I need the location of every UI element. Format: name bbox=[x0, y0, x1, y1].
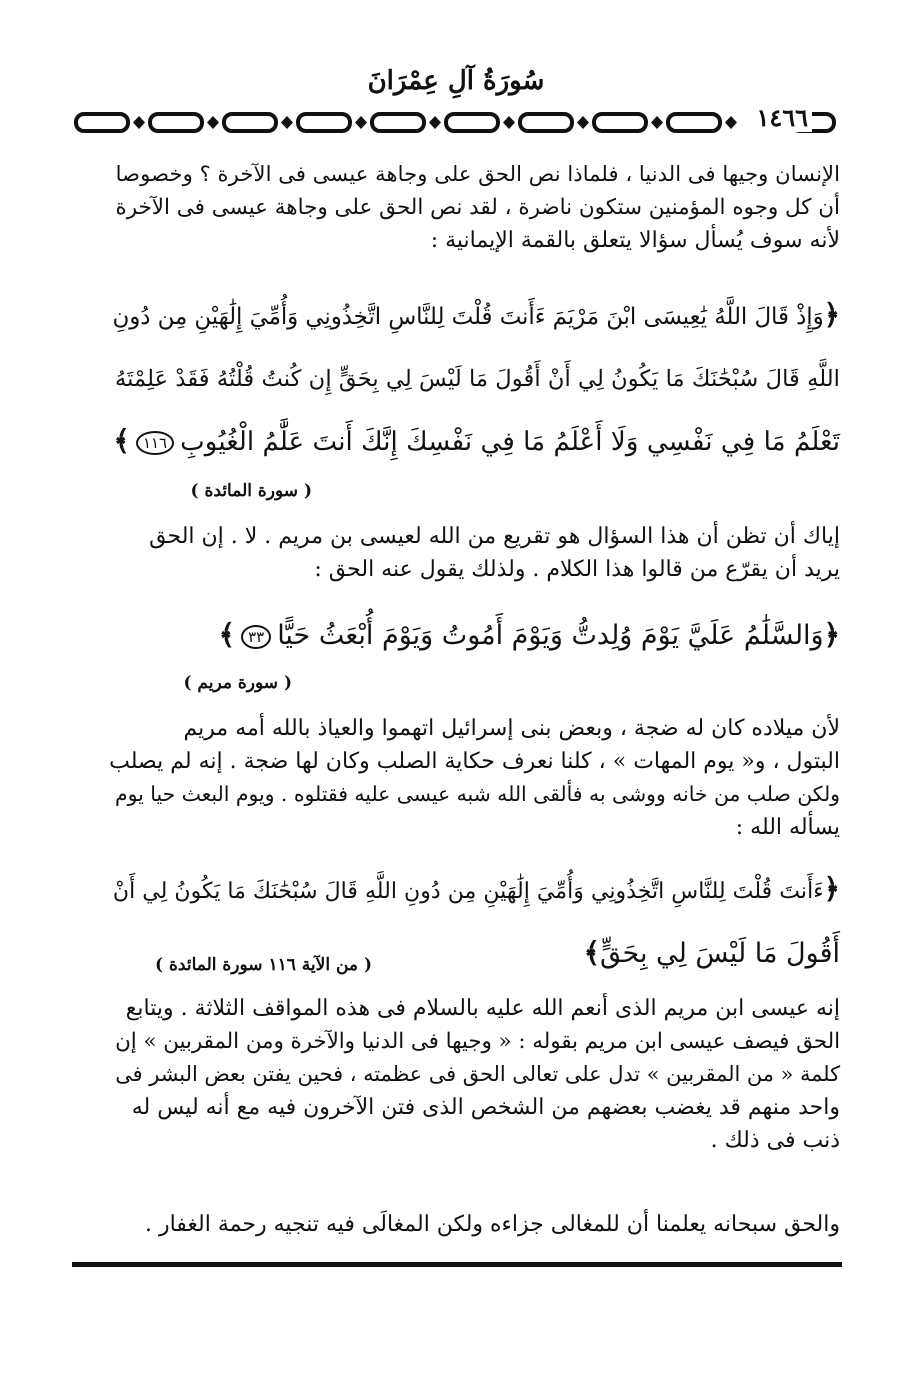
verse-close-bracket: ﴾ bbox=[218, 618, 236, 651]
text-line: أن كل وجوه المؤمنين ستكون ناضرة ، لقد نص الحق على وجاهة عيسى فى الآخرة bbox=[115, 195, 840, 220]
bottom-rule bbox=[72, 1262, 842, 1267]
verse-text: وَالسَّلَٰمُ عَلَيَّ يَوْمَ وُلِدتُّ وَيَوْمَ أَمُوتُ وَيَوْمَ أُبْعَثُ حَيًّا bbox=[277, 620, 824, 651]
text-line: ذنب فى ذلك . bbox=[710, 1128, 840, 1153]
text-line: إنه عيسى ابن مريم الذى أنعم الله عليه بالسلام فى هذه المواقف الثلاثة . ويتابع bbox=[125, 996, 840, 1021]
verse-reference: ( سورة مريم ) bbox=[183, 673, 292, 693]
text-line: واحد منهم قد يغضب بعضهم من الشخص الذى فتن الآخرون فيه مع أنه ليس له bbox=[131, 1095, 840, 1120]
text-line: ولكن صلب من خانه ووشى به فألقى الله شبه عيسى عليه فقتلوه . ويوم البعث حيا يوم bbox=[115, 782, 840, 806]
quran-verse-2 bbox=[100, 604, 840, 667]
verse-text: أَقُولَ مَا لَيْسَ لِي بِحَقٍّ bbox=[600, 938, 840, 969]
paragraph-4 bbox=[100, 992, 840, 1157]
paragraph-5 bbox=[100, 1208, 840, 1241]
paragraph-3 bbox=[100, 712, 840, 844]
paragraph-2 bbox=[100, 520, 840, 586]
page-number: ١٤٦٦ bbox=[752, 103, 812, 132]
header-ornament-band bbox=[70, 104, 840, 140]
text-line: كلمة « من المقربين » تدل على تعالى الحق فى عظمته ، فحين يفتن بعض البشر فى bbox=[115, 1062, 840, 1086]
verse-line bbox=[100, 858, 840, 922]
verse-line: اللَّهِ قَالَ سُبْحَٰنَكَ مَا يَكُونُ لِي أَنْ أَقُولَ مَا لَيْسَ لِي بِحَقٍّ إِن كُنتُ قُلْتُهُ فَقَدْ عَلِمْتَهُ bbox=[114, 366, 840, 392]
verse-line bbox=[100, 604, 840, 667]
verse-line bbox=[100, 410, 840, 473]
text-line: لأن ميلاده كان له ضجة ، وبعض بنى إسرائيل اتهموا والعياذ بالله أمه مريم bbox=[183, 716, 840, 741]
text-line: يسأله الله : bbox=[735, 815, 840, 840]
verse-open-bracket: ﴿ bbox=[823, 298, 840, 331]
ayah-number-marker: ٣٣ bbox=[241, 625, 271, 649]
surah-title: سُورَةُ آلِ عِمْرَانَ bbox=[367, 66, 545, 96]
text-line: البتول ، و« يوم المهات » ، كلنا نعرف حكاية الصلب وكان لها ضجة . إنه لم يصلب bbox=[109, 749, 840, 774]
paragraph-1 bbox=[100, 158, 840, 257]
verse-close-bracket: ﴾ bbox=[583, 936, 601, 969]
ayah-number-marker: ١١٦ bbox=[136, 431, 174, 455]
verse-line bbox=[100, 922, 840, 985]
quran-verse-1 bbox=[100, 284, 840, 473]
text-line: يريد أن يقرّع من قالوا هذا الكلام . ولذلك يقول عنه الحق : bbox=[314, 557, 840, 582]
verse-text: وَإِذْ قَالَ اللَّهُ يَٰعِيسَى ابْنَ مَرْيَمَ ءَأَنتَ قُلْتَ لِلنَّاسِ اتَّخِذُونِي وَأُمِّيَ إِلَٰهَيْنِ مِن دُونِ bbox=[112, 304, 824, 330]
text-line: إياك أن تظن أن هذا السؤال هو تقريع من الله لعيسى بن مريم . لا . إن الحق bbox=[149, 524, 840, 549]
text-line: الحق فيصف عيسى ابن مريم بقوله : « وجيها فى الدنيا والآخرة ومن المقربين » إن bbox=[115, 1029, 840, 1054]
text-line: والحق سبحانه يعلمنا أن للمغالى جزاءه ولكن المغالَى فيه تنجيه رحمة الغفار . bbox=[144, 1212, 840, 1237]
verse-open-bracket: ﴿ bbox=[823, 618, 840, 651]
verse-close-bracket: ﴾ bbox=[113, 424, 130, 457]
verse-text: تَعْلَمُ مَا فِي نَفْسِي وَلَا أَعْلَمُ مَا فِي نَفْسِكَ إِنَّكَ أَنتَ عَلَّٰمُ الْغُيُوبِ bbox=[180, 427, 840, 457]
text-line: لأنه سوف يُسأل سؤالا يتعلق بالقمة الإيمانية : bbox=[430, 228, 840, 253]
verse-open-bracket: ﴿ bbox=[823, 872, 840, 905]
text-line: الإنسان وجيها فى الدنيا ، فلماذا نص الحق على وجاهة عيسى فى الآخرة ؟ وخصوصا bbox=[115, 162, 840, 187]
verse-reference: ( سورة المائدة ) bbox=[190, 481, 312, 501]
verse-line bbox=[100, 284, 840, 348]
verse-reference: ( من الآية ١١٦ سورة المائدة ) bbox=[155, 955, 372, 975]
verse-text: ءَأَنتَ قُلْتَ لِلنَّاسِ اتَّخِذُونِي وَأُمِّيَ إِلَٰهَيْنِ مِن دُونِ اللَّهِ قَالَ سُبْحَٰنَكَ مَا يَكُونُ لِي أَنْ bbox=[112, 878, 824, 904]
